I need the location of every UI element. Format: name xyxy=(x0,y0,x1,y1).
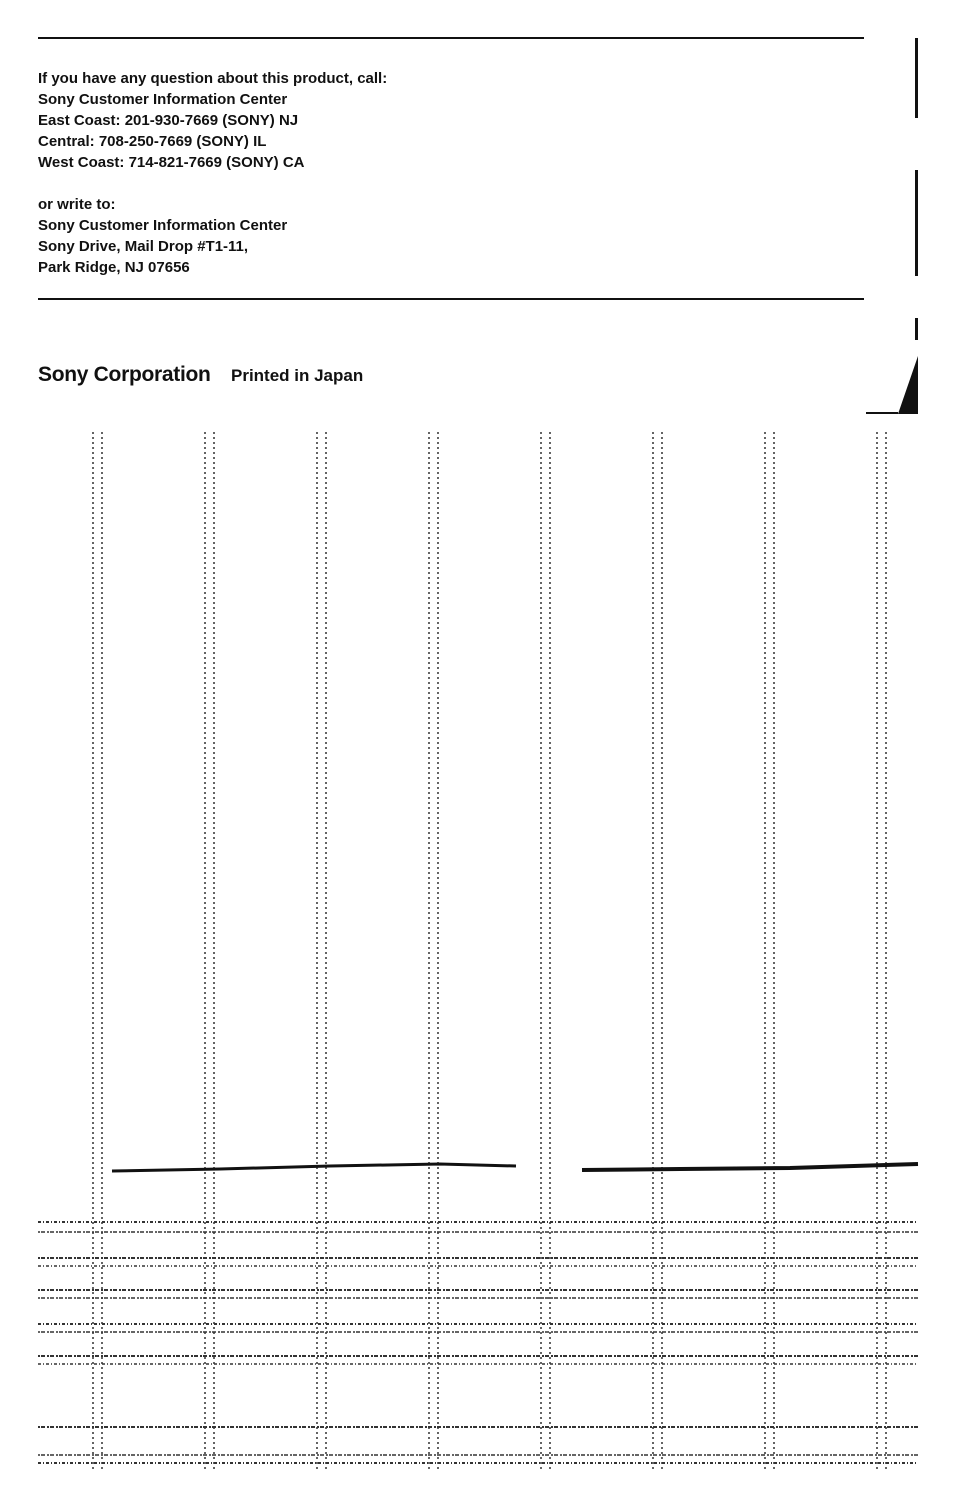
west-coast-phone: West Coast: 714-821-7669 (SONY) CA xyxy=(38,154,305,171)
address-line-2: Park Ridge, NJ 07656 xyxy=(38,259,190,276)
contact-intro: If you have any question about this product, call: xyxy=(38,70,388,87)
dotted-columns xyxy=(93,432,886,1470)
center-name: Sony Customer Information Center xyxy=(38,91,288,108)
noise-bands xyxy=(38,1222,918,1463)
address-line-1: Sony Drive, Mail Drop #T1-11, xyxy=(38,238,249,255)
central-phone: Central: 708-250-7669 (SONY) IL xyxy=(38,133,267,150)
write-intro: or write to: xyxy=(38,196,116,213)
east-coast-phone: East Coast: 201-930-7669 (SONY) NJ xyxy=(38,112,299,129)
company-name: Sony Corporation xyxy=(38,363,211,386)
heavy-stroke-left xyxy=(112,1164,516,1171)
center-name-address: Sony Customer Information Center xyxy=(38,217,288,234)
heavy-stroke-right xyxy=(582,1164,918,1170)
scan-edge-wedge xyxy=(898,356,918,414)
printed-in: Printed in Japan xyxy=(230,366,364,385)
